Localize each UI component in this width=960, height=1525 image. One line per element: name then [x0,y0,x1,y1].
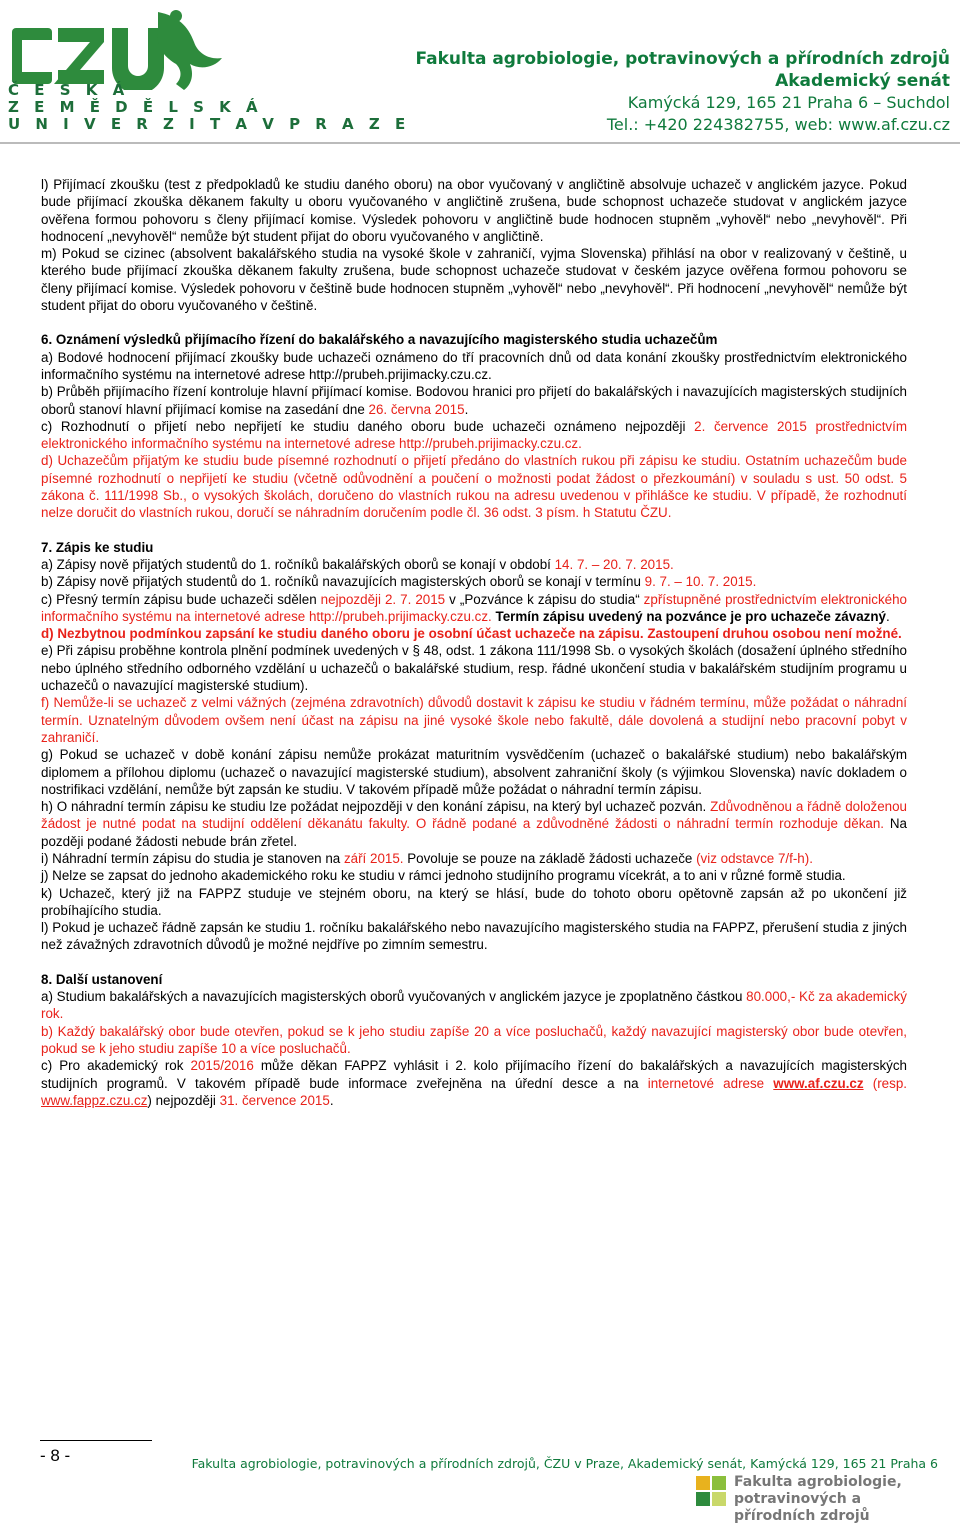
item-7e: e) Při zápisu proběhne kontrola plnění podmínek uvedených v § 48, odst. 1 zákona 111/1998 Sb. o vysokých školách (dosažení úplného středního nebo úplného středního odborného vzdělání u uchazečů o bakalářské studium, resp. řádné ukončení studia v bakalářském studijním programu u uchazečů o navazující magisterské studium). [41,643,907,694]
item-6d: d) Uchazečům přijatým ke studiu bude písemné rozhodnutí o přijetí předáno do vlastních rukou při zápisu ke studiu. Ostatním uchazečům bude písemné rozhodnutí o nepřijetí ke studiu (včetně odůvodnění a poučení o možnosti podat žádost o přezkoumání) v souladu s ust. 50 odst. 5 zákona č. 111/1998 Sb., o vysokých školách, doručeno do vlastních rukou na adresu uvedenou v přihlášce ke studiu. V případě, že rozhodnutí nelze doručit do vlastních rukou, doručí se náhradním doručením podle čl. 36 odst. 3 písm. h Statutu ČZU. [41,453,907,521]
link-af[interactable]: www.af.czu.cz [773,1075,864,1091]
item-7c: c) Přesný termín zápisu bude uchazeči sdělen nejpozději 2. 7. 2015 v „Pozvánce k zápisu do studia“ zpřístupněné prostřednictvím elektronického informačního systému na internetové adrese http://prubeh.prijimacky.czu.cz. Termín zápisu uvedený na pozvánce je pro uchazeče závazný. [41,591,907,624]
section-6-title: 6. Oznámení výsledků přijímacího řízení do bakalářského a navazujícího magisterského studia uchazečům [41,332,718,348]
logo-line: Fakulta agrobiologie, [734,1474,902,1490]
item-7j: j) Nelze se zapsat do jednoho akademického roku ke studiu v rámci jednoho studijního programu vícekrát, a to ani v různé formě studia. [41,868,846,884]
item-7b: b) Zápisy nově přijatých studentů do 1. ročníků navazujících magisterských oborů se konají v termínu 9. 7. – 10. 7. 2015. [41,574,757,590]
item-m: m) Pokud se cizinec (absolvent bakalářského studia na vysoké škole v zahraničí, vyjma Slovenska) přihlásí na obor v realizovaný v češtině, u kterého bude přijímací zkouška děkanem fakulty zrušena, bude schopnost uchazeče studovat v českém jazyce ověřena formou pohovoru se členy přijímací komise. Výsledek pohovoru v češtině bude hodnocen stupněm „vyhověl“ nebo „nevyhověl“. Při hodnocení „nevyhověl“ nemůže být student přijat do oboru vyučovaného v češtině. [41,246,907,314]
faculty-logo-text [734,1474,944,1525]
page-number: - 8 - [40,1446,71,1465]
page-header [0,0,960,148]
item-l: l) Přijímací zkoušku (test z předpokladů ke studiu daného oboru) na obor vyučovaný v angličtině absolvuje uchazeč v anglickém jazyce. Pokud bude přijímací zkouška děkanem fakulty u oboru vyučovaného v angličtině zrušena, bude schopnost uchazeče studovat v anglickém jazyce ověřena formou pohovoru s členy přijímací komise. Výsledek pohovoru v angličtině bude hodnocen stupněm „vyhověl“ nebo „nevyhověl“. Při hodnocení „nevyhověl“ nemůže být student přijat do oboru vyučovaného v angličtině. [41,177,907,244]
footer-text: Fakulta agrobiologie, potravinových a přírodních zdrojů, ČZU v Praze, Akademický senát, Kamýcká 129, 165 21 Praha 6 [191,1456,938,1471]
university-name [8,82,410,133]
item-7k: k) Uchazeč, který již na FAPPZ studuje ve stejném oboru, na který se hlásí, bude do tohoto oboru opětovně zapsán až po ukončení již probíhajícího studia. [41,885,907,918]
item-6b: b) Průběh přijímacího řízení kontroluje hlavní přijímací komise. Bodovou hranici pro přijetí do bakalářských i navazujících magisterských studijních oborů stanoví hlavní přijímací komise na zasedání dne 26. června 2015. [41,384,907,417]
item-7l: l) Pokud je uchazeč řádně zapsán ke studiu 1. ročníku bakalářského nebo navazujícího magisterského studia na FAPPZ, přerušení studia z jiných než závažných zdravotních důvodů je možné nejdříve po zimním semestru. [41,920,907,953]
address: Kamýcká 129, 165 21 Praha 6 – Suchdol [627,93,950,112]
item-7a: a) Zápisy nově přijatých studentů do 1. ročníků bakalářských oborů se konají v období 14. 7. – 20. 7. 2015. [41,556,674,572]
item-7i: i) Náhradní termín zápisu do studia je stanoven na září 2015. Povoluje se pouze na základě žádosti uchazeče (viz odstavce 7/f-h). [41,850,813,866]
item-7f: f) Nemůže-li se uchazeč z velmi vážných (zejména zdravotních) důvodů dostavit k zápisu ke studiu v řádném termínu, může požádat o náhradní termín. Uznatelným důvodem ovšem není účast na zápisu na jiné vysoké škole nebo fakultě, dále dovolená a studijní nebo pracovní pobyt v zahraničí. [41,695,907,745]
item-6c: c) Rozhodnutí o přijetí nebo nepřijetí ke studiu daného oboru bude uchazeči oznámeno nejpozději 2. července 2015 prostřednictvím elektronického informačního systému na internetové adrese http://prubeh.prijimacky.czu.cz. [41,418,907,452]
header-info [416,48,951,136]
faculty-name: Fakulta agrobiologie, potravinových a přírodních zdrojů [415,49,950,69]
document-body [41,176,907,1109]
contact: Tel.: +420 224382755, web: www.af.czu.cz [606,115,950,134]
section-8-title: 8. Další ustanovení [41,971,163,987]
item-8a: a) Studium bakalářských a navazujících magisterských oborů vyučovaných v anglickém jazyce je zpoplatněno částkou 80.000,- Kč za akademický rok. [41,989,907,1022]
link-fappz[interactable]: www.fappz.czu.cz [41,1092,148,1108]
item-7d: d) Nezbytnou podmínkou zapsání ke studiu daného oboru je osobní účast uchazeče na zápisu. Zastoupení druhou osobou není možné. [41,626,902,642]
item-7g: g) Pokud se uchazeč v době konání zápisu nemůže prokázat maturitním vysvědčením (uchazeč o bakalářské studium) nebo bakalářským diplomem a přílohou diplomu (uchazeč o navazující magisterské studium), absolvent zahraniční školy (s výjimkou Slovenska) navíc dokladem o nostrifikaci vzdělání, nemůže být zapsán ke studiu. V takovém případě může požádat o náhradní termín zápisu. [41,747,907,797]
czu-logo-icon [8,6,248,90]
item-6a: a) Bodové hodnocení přijímací zkoušky bude uchazeči oznámeno do tří pracovních dnů od data konání zkoušky prostřednictvím elektronického informačního systému na internetové adrese http://prubeh.prijimacky.czu.cz. [41,349,907,382]
senate-name: Akademický senát [775,71,950,91]
logo-line: Č E S K Á [8,81,130,99]
item-8b: b) Každý bakalářský obor bude otevřen, pokud se k jeho studiu zapíše 20 a více posluchačů, každý navazující magisterský obor bude otevřen, pokud se k jeho studiu zapíše 10 a více posluchačů. [41,1023,907,1056]
footer-divider [40,1440,152,1441]
logo-line: U N I V E R Z I T A V P R A Z E [8,115,411,133]
logo-line: potravinových a přírodních zdrojů [734,1491,870,1524]
item-7h: h) O náhradní termín zápisu ke studiu lze požádat nejpozději v den konání zápisu, na který byl uchazeč pozván. Zdůvodněnou a řádně doloženou žádost je nutné podat na studijní oddělení děkanátu fakulty. O řádně podané a zdůvodněné žádosti o náhradní termín rozhoduje děkan. Na později podané žádosti nebude brán zřetel. [41,799,908,849]
item-8c: c) Pro akademický rok 2015/2016 může děkan FAPPZ vyhlásit i 2. kolo přijímacího řízení do bakalářských a navazujících magisterských studijních programů. V takovém případě bude informace zveřejněna na úřední desce a na internetové adrese www.af.czu.cz (resp. www.fappz.czu.cz) nejpozději 31. července 2015. [41,1058,907,1108]
faculty-emblem-icon [694,1474,728,1510]
logo-line: Z E M Ě D Ě L S K Á [8,98,263,116]
faculty-logo [694,1474,944,1524]
section-7-title: 7. Zápis ke studiu [41,539,154,555]
header-divider [0,142,960,144]
